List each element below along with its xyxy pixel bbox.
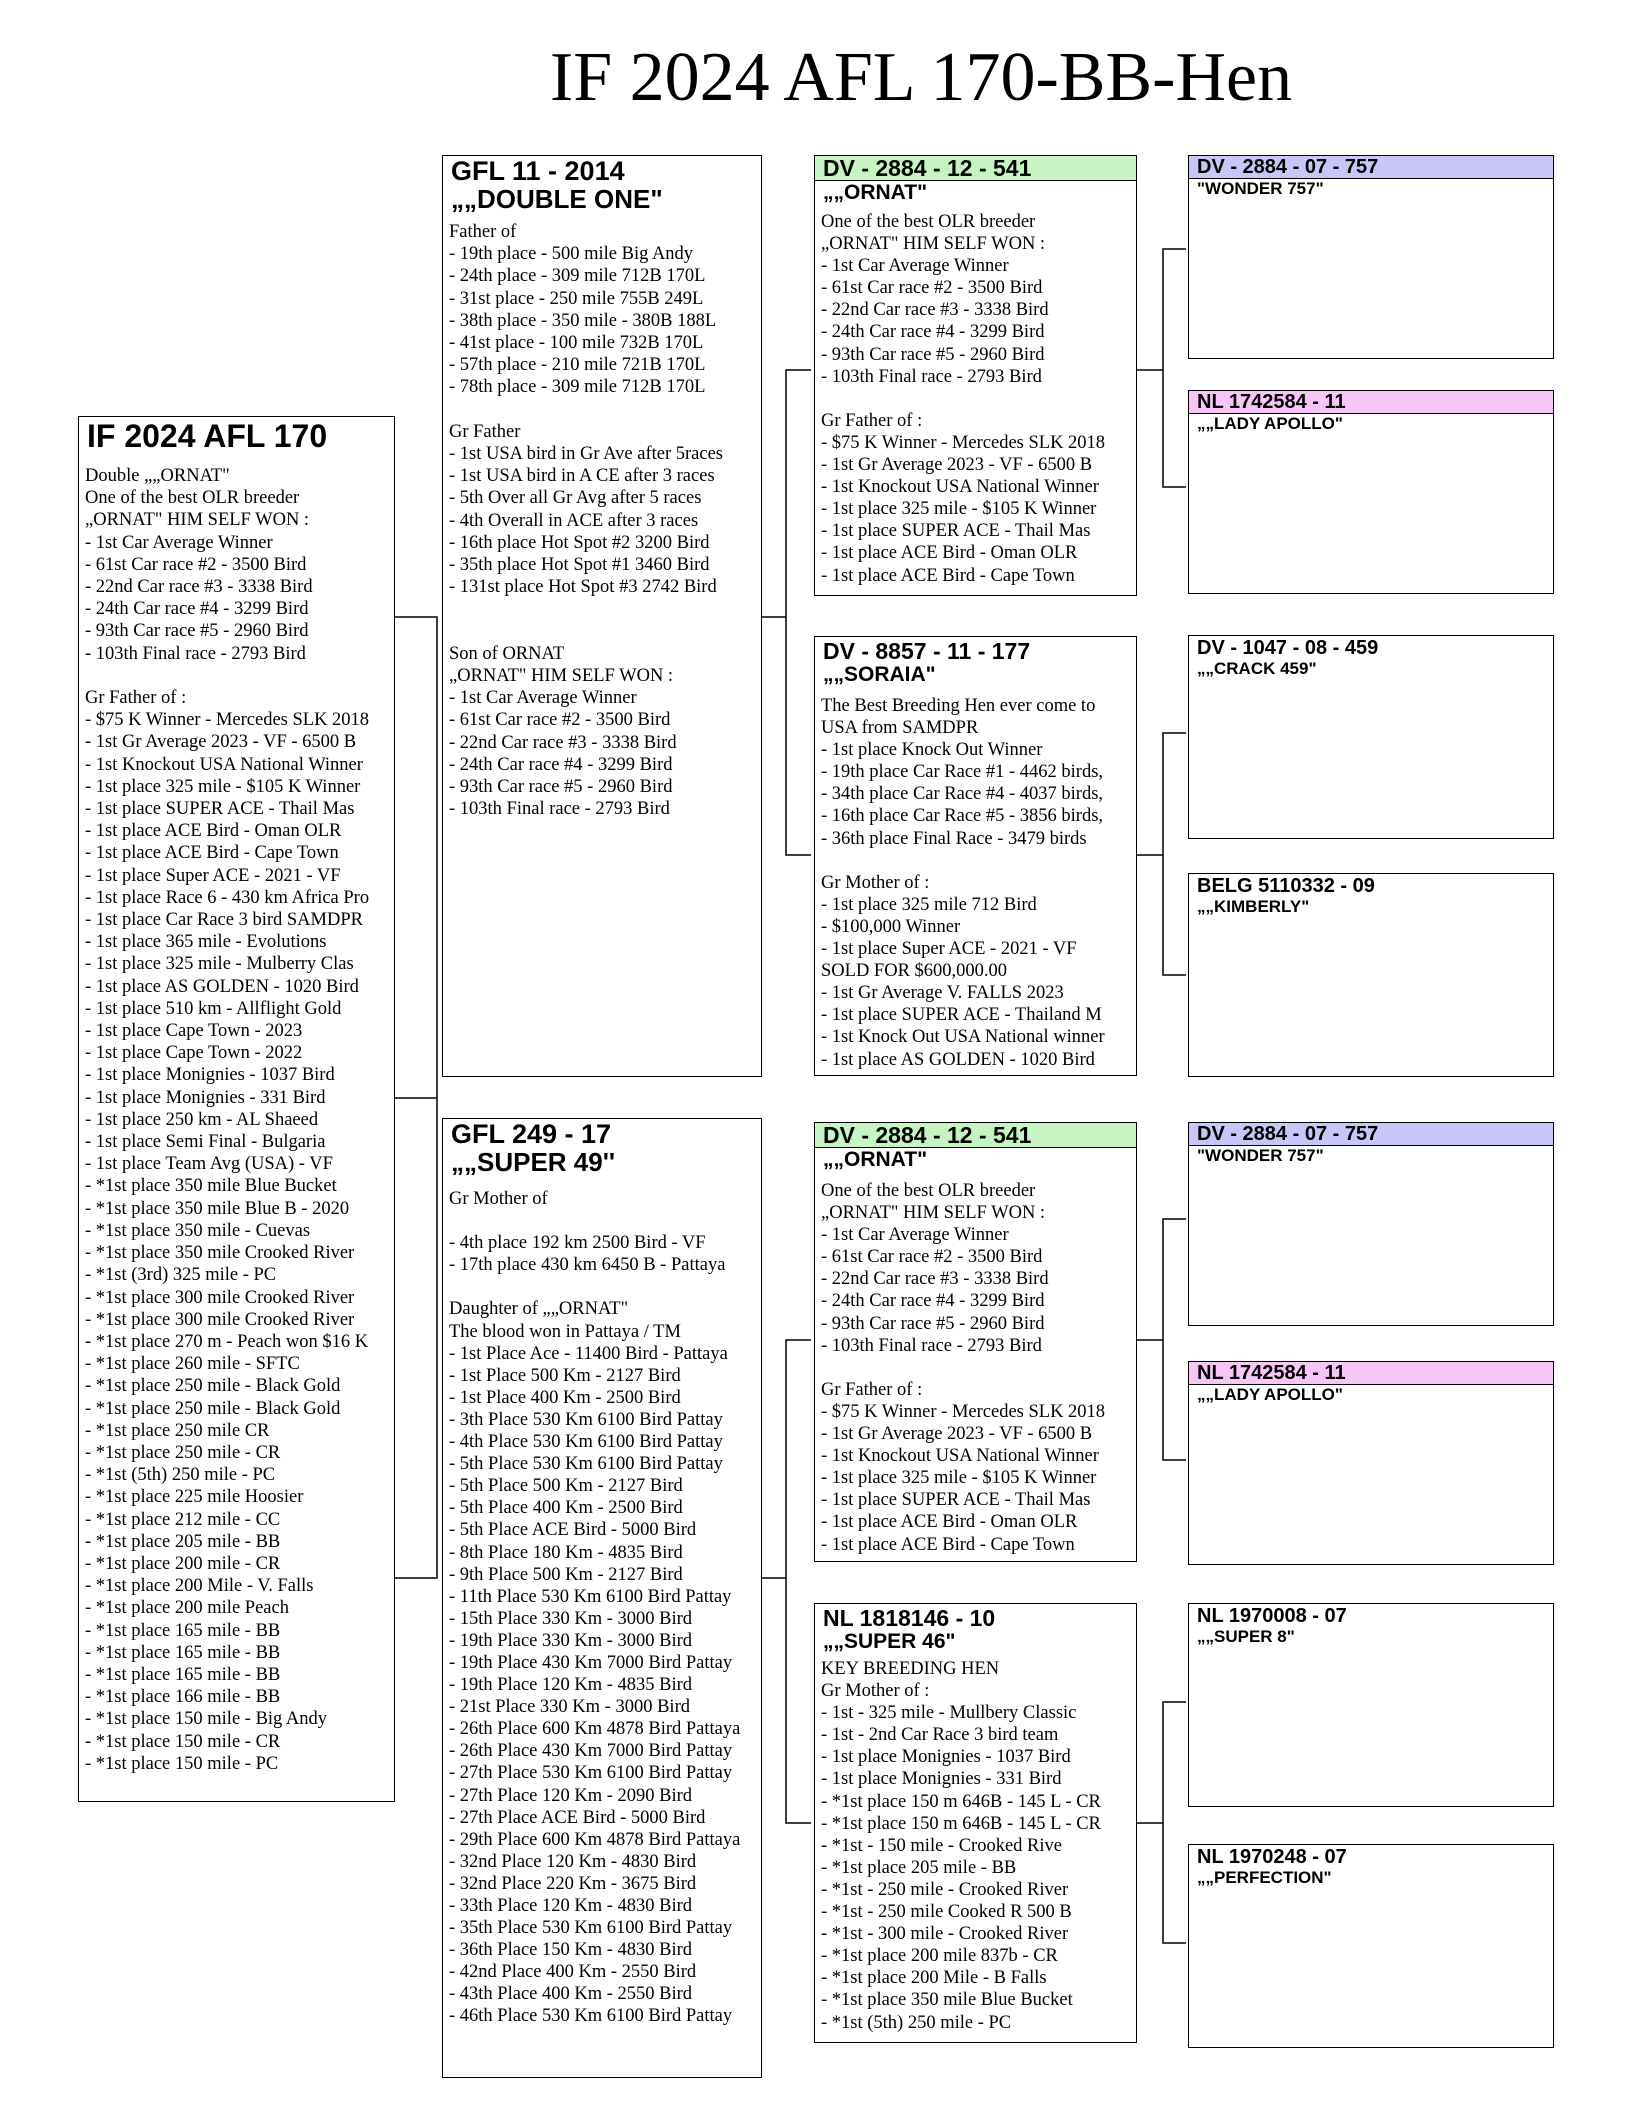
achievement-line: - 1st Car Average Winner (821, 1225, 1009, 1246)
achievement-line: One of the best OLR breeder (821, 212, 1036, 232)
achievement-line: - *1st place 165 mile - BB (85, 1620, 281, 1641)
achievement-line: - 16th place Car Race #5 - 3856 birds, (821, 806, 1104, 827)
achievement-line: - 1st place Super ACE - 2021 - VF (85, 865, 341, 886)
achievement-line: - 24th Car race #4 - 3299 Bird (821, 322, 1045, 343)
achievement-line (821, 388, 1130, 410)
gen4-name-5: "WONDER 757" (1197, 1146, 1324, 1165)
achievement-line: „ORNAT" HIM SELF WON : (449, 666, 674, 687)
achievement-line: - *1st (3rd) 325 mile - PC (85, 1265, 277, 1286)
gen4-card-8 (1188, 1844, 1554, 2048)
achievement-line: - 35th Place 530 Km 6100 Bird Pattay (449, 1918, 733, 1939)
achievement-line: - 1st place SUPER ACE - Thailand M (821, 1005, 1102, 1026)
achievement-line: - *1st (5th) 250 mile - PC (85, 1465, 276, 1486)
achievement-line: - 5th Place ACE Bird - 5000 Bird (449, 1520, 697, 1541)
achievement-line: Gr Father of : (821, 1379, 923, 1400)
achievement-line: - 26th Place 430 Km 7000 Bird Pattay (449, 1741, 733, 1762)
achievement-line: - 11th Place 530 Km 6100 Bird Pattay (449, 1586, 732, 1607)
subject-card (78, 416, 395, 1802)
achievement-line: - 1st - 2nd Car Race 3 bird team (821, 1725, 1059, 1746)
achievement-line: - 1st place Car Race 3 bird SAMDPR (85, 910, 363, 931)
achievement-line: - *1st place 200 mile - CR (85, 1553, 281, 1574)
achievement-line: - 27th Place ACE Bird - 5000 Bird (449, 1807, 706, 1828)
achievement-line: - 1st place ACE Bird - Cape Town (821, 565, 1075, 586)
achievement-line (449, 621, 755, 643)
achievement-line: - 24th Car race #4 - 3299 Bird (449, 754, 673, 775)
achievement-line: The blood won in Pattaya / TM (449, 1321, 681, 1342)
achievement-line: - 103th Final race - 2793 Bird (821, 1335, 1042, 1356)
achievement-line: - 17th place 430 km 6450 B - Pattaya (449, 1255, 726, 1276)
achievement-line: - 1st Place Ace - 11400 Bird - Pattaya (449, 1343, 728, 1364)
achievement-line: - *1st place 165 mile - BB (85, 1642, 281, 1663)
achievement-line: - 1st Knockout USA National Winner (821, 1446, 1099, 1467)
achievement-line: - 1st place AS GOLDEN - 1020 Bird (85, 976, 359, 997)
achievement-line: - 15th Place 330 Km - 3000 Bird (449, 1608, 693, 1629)
achievement-line: - 5th Place 500 Km - 2127 Bird (449, 1476, 683, 1497)
achievement-line: Gr Mother of : (821, 1681, 930, 1702)
gen4-ring-7: NL 1970008 - 07 (1197, 1605, 1347, 1627)
achievement-line: - 93th Car race #5 - 2960 Bird (821, 344, 1045, 365)
achievement-line: - 1st Gr Average 2023 - VF - 6500 B (821, 455, 1093, 476)
achievement-line: - 5th Over all Gr Avg after 5 races (449, 488, 702, 509)
achievement-line: - 1st place Cape Town - 2023 (85, 1021, 303, 1042)
achievement-line: - 19th place Car Race #1 - 4462 birds, (821, 762, 1104, 783)
achievement-line: - 1st place 250 km - AL Shaeed (85, 1109, 319, 1130)
achievement-line: - 1st Gr Average 2023 - VF - 6500 B (821, 1424, 1093, 1445)
achievement-line: - 93th Car race #5 - 2960 Bird (449, 777, 673, 798)
achievement-line: - 1st place ACE Bird - Oman OLR (821, 543, 1078, 564)
achievement-line: - 41st place - 100 mile 732B 170L (449, 333, 704, 354)
gen4-card-4 (1188, 873, 1554, 1077)
achievement-line (449, 598, 755, 620)
achievement-line: - 1st place Race 6 - 430 km Africa Pro (85, 887, 370, 908)
achievement-line: - 33th Place 120 Km - 4830 Bird (449, 1896, 693, 1916)
gen4-card-5 (1188, 1122, 1554, 1326)
achievement-line: - 32nd Place 120 Km - 4830 Bird (449, 1851, 697, 1872)
sire-sire-ring: DV - 2884 - 12 - 541 (815, 156, 1136, 181)
sire-achievements (443, 213, 761, 820)
achievement-line: - *1st place 205 mile - BB (821, 1857, 1017, 1878)
gen4-name-1: "WONDER 757" (1197, 179, 1324, 198)
achievement-line: - 31st place - 250 mile 755B 249L (449, 288, 704, 309)
gen4-name-8: „„PERFECTION" (1197, 1868, 1332, 1887)
achievement-line: - *1st place 250 mile - Black Gold (85, 1376, 341, 1397)
achievement-line: - $75 K Winner - Mercedes SLK 2018 (821, 432, 1106, 453)
achievement-line: - 4th place 192 km 2500 Bird - VF (449, 1233, 706, 1254)
achievement-line: - 1st Place 400 Km - 2500 Bird (449, 1387, 681, 1408)
achievement-line: Double „„ORNAT" (85, 466, 230, 486)
achievement-line: - 1st Knockout USA National Winner (85, 754, 363, 775)
achievement-line: - 29th Place 600 Km 4878 Bird Pattaya (449, 1829, 741, 1850)
achievement-line: - 9th Place 500 Km - 2127 Bird (449, 1564, 683, 1585)
subject-ring: IF 2024 AFL 170 (87, 418, 328, 454)
achievement-line: - 1st place ACE Bird - Cape Town (821, 1534, 1075, 1555)
achievement-line: - 22nd Car race #3 - 3338 Bird (821, 300, 1049, 321)
achievement-line: „ORNAT" HIM SELF WON : (821, 234, 1046, 255)
gen4-name-3: „„CRACK 459" (1197, 659, 1317, 678)
achievement-line: „ORNAT" HIM SELF WON : (821, 1203, 1046, 1224)
sire-sire-achievements (815, 205, 1136, 587)
achievement-line: - 57th place - 210 mile 721B 170L (449, 355, 706, 376)
gen4-card-7 (1188, 1603, 1554, 1807)
dam-sire-card (814, 1122, 1137, 1562)
achievement-line: - 103th Final race - 2793 Bird (821, 366, 1042, 387)
achievement-line: - *1st - 300 mile - Crooked River (821, 1924, 1069, 1945)
page-title: IF 2024 AFL 170-BB-Hen (549, 39, 1293, 116)
achievement-line: - 3th Place 530 Km 6100 Bird Pattay (449, 1409, 723, 1430)
achievement-line: - 24th place - 309 mile 712B 170L (449, 266, 706, 287)
achievement-line: - 1st Car Average Winner (85, 532, 273, 553)
achievement-line: - *1st place 350 mile - Cuevas (85, 1220, 311, 1241)
dam-ring: GFL 249 - 17 (451, 1119, 612, 1149)
achievement-line: - 131st place Hot Spot #3 2742 Bird (449, 577, 717, 598)
gen4-ring-5: DV - 2884 - 07 - 757 (1189, 1123, 1553, 1146)
gen4-card-1 (1188, 155, 1554, 359)
achievement-line: Father of (449, 222, 517, 242)
achievement-line: - 5th Place 400 Km - 2500 Bird (449, 1498, 683, 1519)
achievement-line: - 19th Place 330 Km - 3000 Bird (449, 1630, 693, 1651)
achievement-line: - 36th place Final Race - 3479 birds (821, 828, 1087, 849)
dam-dam-achievements (815, 1654, 1136, 2034)
achievement-line: - 5th Place 530 Km 6100 Bird Pattay (449, 1454, 723, 1475)
achievement-line (449, 1210, 755, 1232)
achievement-line: „ORNAT" HIM SELF WON : (85, 510, 310, 531)
achievement-line: - 1st place 325 mile - $105 K Winner (85, 776, 361, 797)
achievement-line: - 22nd Car race #3 - 3338 Bird (821, 1269, 1049, 1290)
sire-dam-name: „„SORAIA" (823, 663, 936, 686)
gen4-name-2: „„LADY APOLLO" (1197, 414, 1343, 433)
achievement-line: - 35th place Hot Spot #1 3460 Bird (449, 555, 710, 576)
achievement-line: - *1st - 250 mile Cooked R 500 B (821, 1902, 1072, 1923)
achievement-line: - 27th Place 120 Km - 2090 Bird (449, 1785, 693, 1806)
achievement-line: - 1st place Super ACE - 2021 - VF (821, 939, 1077, 960)
sire-ring: GFL 11 - 2014 (451, 156, 625, 186)
achievement-line: - *1st place 300 mile Crooked River (85, 1309, 355, 1330)
dam-card (442, 1118, 762, 2078)
achievement-line: - 1st place 325 mile - $105 K Winner (821, 499, 1097, 520)
sire-sire-card (814, 155, 1137, 596)
achievement-line: - 1st place Cape Town - 2022 (85, 1043, 303, 1064)
achievement-line: - *1st place 250 mile - Black Gold (85, 1398, 341, 1419)
achievement-line: - 1st USA bird in A CE after 3 races (449, 466, 715, 487)
achievement-line: - *1st place 150 mile - PC (85, 1753, 279, 1774)
achievement-line: - *1st - 150 mile - Crooked Rive (821, 1835, 1062, 1856)
achievement-line: - 1st place SUPER ACE - Thail Mas (85, 799, 355, 820)
gen4-ring-8: NL 1970248 - 07 (1197, 1846, 1347, 1868)
achievement-line: - 1st Gr Average V. FALLS 2023 (821, 983, 1064, 1004)
achievement-line: - 22nd Car race #3 - 3338 Bird (449, 732, 677, 753)
achievement-line: - 93th Car race #5 - 2960 Bird (821, 1313, 1045, 1334)
achievement-line: Gr Father (449, 421, 521, 442)
achievement-line: - 1st place Semi Final - Bulgaria (85, 1132, 326, 1153)
achievement-line: - 1st place ACE Bird - Cape Town (85, 843, 339, 864)
achievement-line: - 24th Car race #4 - 3299 Bird (85, 599, 309, 620)
achievement-line (821, 850, 1130, 872)
achievement-line: - 78th place - 309 mile 712B 170L (449, 377, 706, 398)
achievement-line: - 1st place 510 km - Allflight Gold (85, 998, 342, 1019)
dam-achievements (443, 1176, 761, 2028)
achievement-line: Gr Father of : (85, 688, 187, 709)
achievement-line: The Best Breeding Hen ever come to (821, 696, 1096, 716)
achievement-line: - *1st place 350 mile Crooked River (85, 1243, 355, 1264)
achievement-line: - *1st place 270 m - Peach won $16 K (85, 1331, 369, 1352)
gen4-name-7: „„SUPER 8" (1197, 1627, 1295, 1646)
achievement-line: - 103th Final race - 2793 Bird (449, 799, 670, 820)
achievement-line: - *1st place 200 mile Peach (85, 1598, 289, 1619)
achievement-line: - *1st place 225 mile Hoosier (85, 1487, 304, 1508)
achievement-line: - 43th Place 400 Km - 2550 Bird (449, 1984, 693, 2005)
achievement-line: - *1st place 200 Mile - B Falls (821, 1968, 1047, 1989)
achievement-line: - *1st place 350 mile Blue Bucket (821, 1990, 1073, 2011)
achievement-line: - 1st Car Average Winner (449, 688, 637, 709)
gen4-ring-3: DV - 1047 - 08 - 459 (1197, 637, 1379, 659)
achievement-line: - 32nd Place 220 Km - 3675 Bird (449, 1873, 697, 1894)
achievement-line: - 38th place - 350 mile - 380B 188L (449, 310, 717, 331)
sire-dam-ring: DV - 8857 - 11 - 177 (823, 638, 1031, 664)
achievement-line: - 1st place ACE Bird - Oman OLR (821, 1512, 1078, 1533)
gen4-name-6: „„LADY APOLLO" (1197, 1385, 1343, 1404)
achievement-line: - 46th Place 530 Km 6100 Bird Pattay (449, 2006, 733, 2027)
dam-sire-ring: DV - 2884 - 12 - 541 (815, 1123, 1136, 1148)
dam-dam-name: „„SUPER 46" (823, 1630, 956, 1653)
achievement-line: - *1st place 150 mile - Big Andy (85, 1709, 328, 1730)
dam-dam-ring: NL 1818146 - 10 (823, 1605, 996, 1631)
achievement-line (449, 1276, 755, 1298)
achievement-line: - 24th Car race #4 - 3299 Bird (821, 1291, 1045, 1312)
achievement-line: - *1st (5th) 250 mile - PC (821, 2012, 1012, 2033)
achievement-line: - *1st place 260 mile - SFTC (85, 1354, 300, 1375)
achievement-line: - 22nd Car race #3 - 3338 Bird (85, 577, 313, 598)
achievement-line (85, 665, 388, 687)
achievement-line: - 1st Knock Out USA National winner (821, 1027, 1105, 1048)
achievement-line: - 27th Place 530 Km 6100 Bird Pattay (449, 1763, 733, 1784)
achievement-line: - 1st place 325 mile 712 Bird (821, 894, 1037, 915)
achievement-line: - 1st place 365 mile - Evolutions (85, 932, 327, 953)
achievement-line: - 19th place - 500 mile Big Andy (449, 244, 694, 265)
gen4-ring-1: DV - 2884 - 07 - 757 (1189, 156, 1553, 179)
achievement-line: - 1st Gr Average 2023 - VF - 6500 B (85, 732, 357, 753)
achievement-line: - 26th Place 600 Km 4878 Bird Pattaya (449, 1719, 741, 1740)
achievement-line: - 16th place Hot Spot #2 3200 Bird (449, 532, 710, 553)
gen4-ring-4: BELG 5110332 - 09 (1197, 875, 1375, 897)
achievement-line: - 36th Place 150 Km - 4830 Bird (449, 1940, 693, 1961)
achievement-line: Gr Mother of (449, 1189, 548, 1209)
gen4-card-2 (1188, 390, 1554, 594)
achievement-line: - *1st place 350 mile Blue Bucket (85, 1176, 337, 1197)
achievement-line: - 21st Place 330 Km - 3000 Bird (449, 1697, 690, 1718)
achievement-line: - *1st - 250 mile - Crooked River (821, 1879, 1069, 1900)
sire-card (442, 155, 762, 1077)
gen4-ring-2: NL 1742584 - 11 (1189, 391, 1553, 414)
achievement-line: - *1st place 150 m 646B - 145 L - CR (821, 1813, 1101, 1834)
gen4-ring-6: NL 1742584 - 11 (1189, 1362, 1553, 1385)
achievement-line: Daughter of „„ORNAT" (449, 1299, 629, 1320)
achievement-line: - $100,000 Winner (821, 916, 961, 937)
achievement-line: - 4th Overall in ACE after 3 races (449, 510, 699, 531)
achievement-line: - *1st place 166 mile - BB (85, 1687, 281, 1708)
achievement-line: Gr Father of : (821, 410, 923, 431)
achievement-line: - 1st place SUPER ACE - Thail Mas (821, 1490, 1091, 1511)
achievement-line: - 61st Car race #2 - 3500 Bird (821, 1247, 1043, 1268)
achievement-line: Gr Mother of : (821, 872, 930, 893)
achievement-line: - *1st place 200 Mile - V. Falls (85, 1576, 314, 1597)
achievement-line: - 4th Place 530 Km 6100 Bird Pattay (449, 1432, 723, 1453)
achievement-line: One of the best OLR breeder (85, 488, 300, 509)
sire-dam-achievements (815, 687, 1136, 1071)
achievement-line: - 1st - 325 mile - Mullbery Classic (821, 1703, 1077, 1724)
achievement-line: - *1st place 165 mile - BB (85, 1664, 281, 1685)
achievement-line: - 1st place Knock Out Winner (821, 740, 1043, 761)
achievement-line: - $75 K Winner - Mercedes SLK 2018 (85, 710, 370, 731)
achievement-line: - 61st Car race #2 - 3500 Bird (85, 554, 307, 575)
gen4-name-4: „„KIMBERLY" (1197, 897, 1310, 916)
achievement-line: - *1st place 200 mile 837b - CR (821, 1946, 1058, 1967)
achievement-line: One of the best OLR breeder (821, 1181, 1036, 1201)
achievement-line: - 1st place ACE Bird - Oman OLR (85, 821, 342, 842)
achievement-line: - 1st place 325 mile - $105 K Winner (821, 1468, 1097, 1489)
achievement-line: - *1st place 150 mile - CR (85, 1731, 281, 1752)
achievement-line: - *1st place 250 mile CR (85, 1420, 270, 1441)
achievement-line: - 1st place Monignies - 331 Bird (821, 1769, 1062, 1790)
achievement-line (821, 1357, 1130, 1379)
achievement-line: - *1st place 212 mile - CC (85, 1509, 281, 1530)
achievement-line: - *1st place 205 mile - BB (85, 1531, 281, 1552)
achievement-line: - 93th Car race #5 - 2960 Bird (85, 621, 309, 642)
dam-name: „„SUPER 49'' (451, 1147, 616, 1177)
achievement-line: - 1st place Monignies - 1037 Bird (821, 1747, 1071, 1768)
achievement-line: - 34th place Car Race #4 - 4037 birds, (821, 784, 1104, 805)
achievement-line: - 61st Car race #2 - 3500 Bird (449, 710, 671, 731)
achievement-line: - 61st Car race #2 - 3500 Bird (821, 278, 1043, 299)
achievement-line: - 1st place 325 mile - Mulberry Clas (85, 954, 354, 975)
achievement-line: - 42nd Place 400 Km - 2550 Bird (449, 1962, 697, 1983)
achievement-line: - 103th Final race - 2793 Bird (85, 643, 306, 664)
gen4-card-3 (1188, 635, 1554, 839)
achievement-line: - 19th Place 430 Km 7000 Bird Pattay (449, 1652, 733, 1673)
achievement-line: - 1st place Monignies - 1037 Bird (85, 1065, 335, 1086)
achievement-line: - *1st place 300 mile Crooked River (85, 1287, 355, 1308)
sire-dam-card (814, 636, 1137, 1076)
achievement-line: USA from SAMDPR (821, 718, 979, 739)
subject-achievements (79, 453, 394, 1775)
achievement-line: - 1st USA bird in Gr Ave after 5races (449, 444, 724, 465)
achievement-line: Son of ORNAT (449, 643, 565, 664)
achievement-line: - 1st Knockout USA National Winner (821, 477, 1099, 498)
achievement-line: - 1st Car Average Winner (821, 256, 1009, 277)
achievement-line: - *1st place 350 mile Blue B - 2020 (85, 1198, 350, 1219)
achievement-line: - 1st Place 500 Km - 2127 Bird (449, 1365, 681, 1386)
achievement-line: - 1st place Team Avg (USA) - VF (85, 1154, 333, 1175)
sire-sire-name: „„ORNAT" (823, 181, 928, 204)
achievement-line: KEY BREEDING HEN (821, 1659, 1000, 1679)
achievement-line: - 1st place Monignies - 331 Bird (85, 1087, 326, 1108)
sire-name: „„DOUBLE ONE" (451, 184, 663, 214)
achievement-line (449, 399, 755, 421)
dam-sire-achievements (815, 1172, 1136, 1556)
achievement-line: - 1st place AS GOLDEN - 1020 Bird (821, 1049, 1095, 1070)
achievement-line: - 1st place SUPER ACE - Thail Mas (821, 521, 1091, 542)
achievement-line: - $75 K Winner - Mercedes SLK 2018 (821, 1401, 1106, 1422)
dam-sire-name: „„ORNAT" (823, 1148, 928, 1171)
dam-dam-card (814, 1603, 1137, 2043)
achievement-line: - 19th Place 120 Km - 4835 Bird (449, 1675, 693, 1696)
achievement-line: - *1st place 150 m 646B - 145 L - CR (821, 1791, 1101, 1812)
gen4-card-6 (1188, 1361, 1554, 1565)
achievement-line: SOLD FOR $600,000.00 (821, 961, 1008, 982)
achievement-line: - *1st place 250 mile - CR (85, 1442, 281, 1463)
achievement-line: - 8th Place 180 Km - 4835 Bird (449, 1542, 683, 1563)
